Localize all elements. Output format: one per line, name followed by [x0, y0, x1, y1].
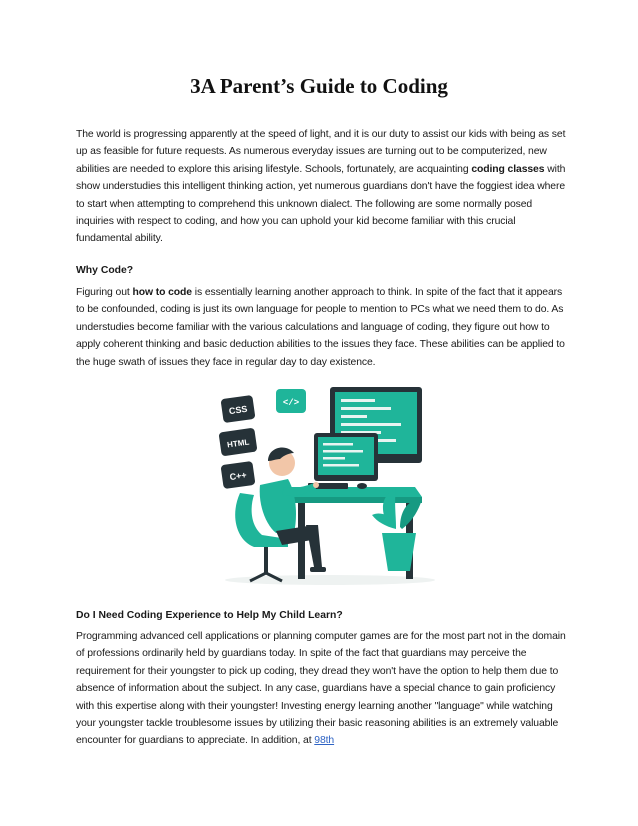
98th-link[interactable]: 98th: [314, 735, 335, 747]
why-code-text-2: is essentially learning another approach to think. In spite of the fact that it appears to be confounded, coding is just its own language for people to mention to PCs what we need them to do. As understudies become familiar with the various calculations and language of coding, they figure out how to apply coherent thinking and basic deduction abilities to the issues they face. These abilities can be applied to the huge swath of issues they face in regular day to day existence.: [76, 287, 565, 368]
css-badge: [220, 395, 255, 423]
css-badge-label: CSS: [228, 403, 249, 417]
html-badge: [219, 428, 258, 457]
intro-text-1: The world is progressing apparently at the speed of light, and it is our duty to assist our kids with being as set up as feasible for future requests. As numerous everyday issues are turning out to be computerized, new abilities are needed to explore this arising lifestyle. Schools, fortunately, are acquainting: [76, 129, 566, 175]
cpp-badge: [220, 461, 255, 489]
coding-illustration: [210, 375, 440, 587]
why-code-text-1: Figuring out: [76, 287, 133, 298]
coding-experience-paragraph: [76, 628, 566, 750]
cpp-badge-label: C++: [229, 469, 248, 483]
mouse: [357, 483, 367, 489]
intro-paragraph: [76, 126, 566, 248]
section-heading-why-code: Why Code?: [76, 265, 134, 276]
coding-experience-text: Programming advanced cell applications or planning computer games are for the most part not in the domain of professions ordinarily held by guardians today. In spite of the fact that guardians may perceive the requirement for their youngster to pick up coding, they dread they won't have the option to help them due to absence of information about the subject. In any case, guardians have a special chance to gain proficiency with this expertise along with their youngster! Investing energy learning another "language" while watching your youngster tackle troublesome issues by utilizing their basic reasoning abilities is an extremely valuable encounter for guardians to appreciate. In addition, at: [76, 631, 566, 747]
code-tag-label: </>: [282, 398, 300, 408]
section-heading-coding-experience: Do I Need Coding Experience to Help My Child Learn?: [76, 610, 343, 621]
intro-bold-term: coding classes: [471, 163, 545, 175]
why-code-bold-term: how to code: [132, 287, 192, 298]
code-tag-icon: [276, 389, 306, 413]
monitor-front: [314, 433, 378, 481]
why-code-paragraph: [76, 284, 566, 371]
html-badge-label: HTML: [226, 437, 250, 450]
intro-text-2: with show understudies this intelligent thinking action, yet numerous guardians don't have the foggiest idea where to start when attempting to comprehend this unknown dialect. The following are some normally posed inquiries with respect to coding, and how you can uphold your kid become familiar with this crucial fundamental ability.: [76, 163, 566, 245]
page-title: 3A Parent’s Guide to Coding: [190, 74, 448, 98]
